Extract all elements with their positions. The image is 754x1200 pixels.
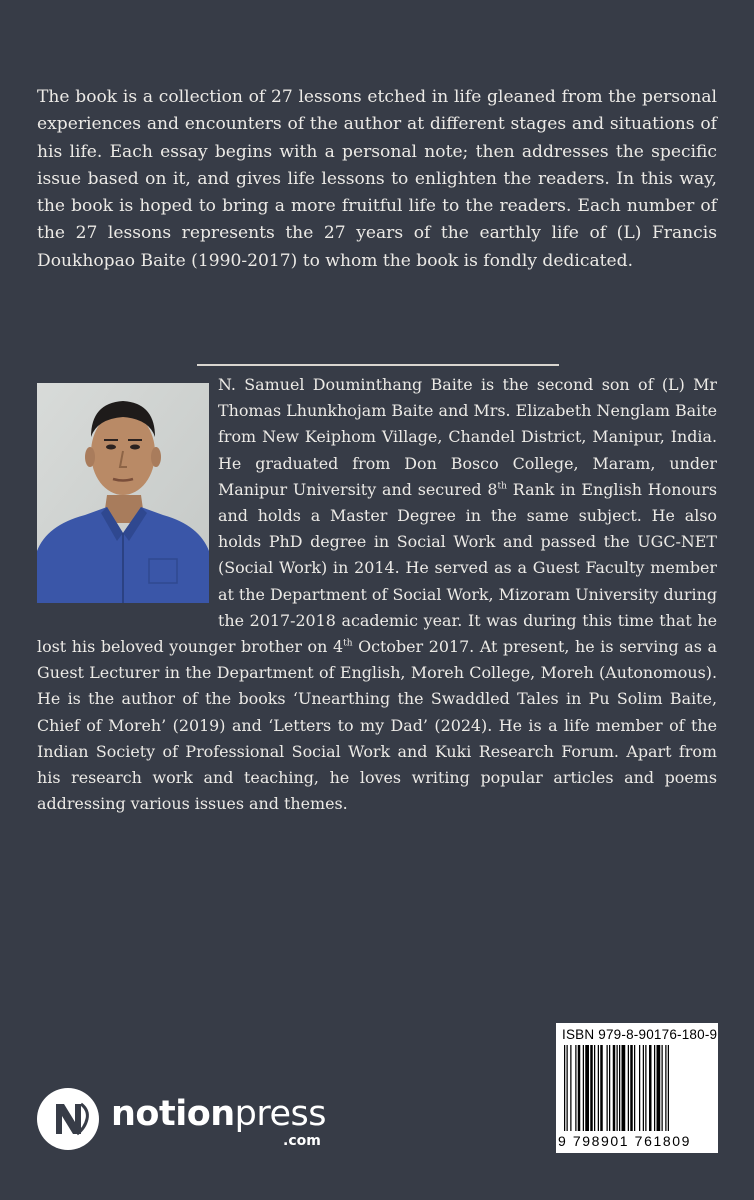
photo-wrap-spacer <box>37 372 218 608</box>
publisher-name-light: press <box>234 1094 326 1134</box>
bio-text-2: Rank in English Honours and holds a Master Degree in the same subject. He also holds PhD degree in Social Work and passed the UGC-NET (Social Work) in 2014. He served as a Guest Faculty member at the Department of Social Work, Mizoram University during the 2017-2018 academic year. It was during this time that he lost his beloved younger brother on 4 <box>37 479 717 657</box>
bio-text-1: N. Samuel Douminthang Baite is the second son of (L) Mr Thomas Lhunkhojam Baite and Mrs. Elizabeth Nenglam Baite from New Keiphom Village, Chandel District, Manipur, India. He graduated from Don Bosco College, Maram, under Manipur University and secured 8 <box>218 375 717 499</box>
notionpress-n-icon <box>37 1088 99 1150</box>
ean-digits: 9 798901 761809 <box>558 1133 691 1149</box>
ordinal-suffix: th <box>497 481 507 492</box>
publisher-domain-suffix: .com <box>283 1133 321 1149</box>
barcode-bars <box>564 1045 710 1131</box>
ordinal-suffix: th <box>343 638 353 649</box>
bio-text-3: October 2017. At present, he is serving as a Guest Lecturer in the Department of English, Moreh College, Moreh (Autonomous). He is the author of the books ‘Unearthing the Swaddled Tales in Pu Solim Baite, Chief of Moreh’ (2019) and ‘Letters to my Dad’ (2024). He is a life member of the Indian Society of Professional Social Work and Kuki Research Forum. Apart from his research work and teaching, he loves writing popular articles and poems addressing various issues and themes. <box>37 637 717 814</box>
section-divider <box>197 364 559 366</box>
publisher-name <box>111 1094 326 1134</box>
publisher-logo <box>37 1086 341 1152</box>
isbn-barcode <box>556 1023 718 1153</box>
author-bio <box>37 372 717 817</box>
publisher-name-bold: notion <box>111 1094 235 1134</box>
isbn-label: ISBN 979-8-90176-180-9 <box>562 1027 718 1042</box>
book-blurb: The book is a collection of 27 lessons etched in life gleaned from the personal experiences and encounters of the author at different stages and situations of his life. Each essay begins with a personal note; then addresses the specific issue based on it, and gives life lessons to enlighten the readers. In this way, the book is hoped to bring a more fruitful life to the readers. Each number of the 27 lessons represents the 27 years of the earthly life of (L) Francis Doukhopao Baite (1990-2017) to whom the book is fondly dedicated. <box>37 87 717 271</box>
